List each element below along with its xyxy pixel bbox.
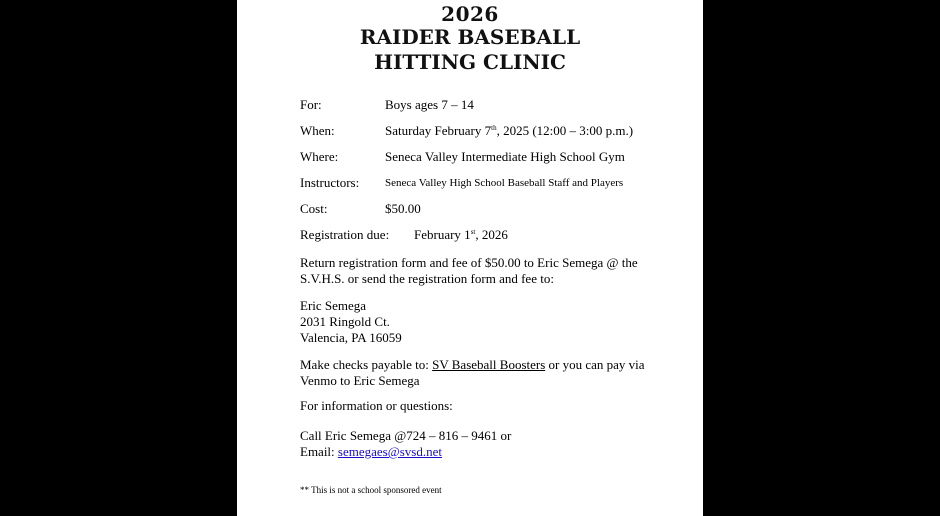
- for-label: For:: [300, 97, 322, 112]
- payment-prefix: Make checks payable to:: [300, 357, 433, 372]
- address-street: 2031 Ringold Ct.: [300, 314, 390, 329]
- registration-due-ordinal: st: [470, 228, 476, 236]
- instructors-label: Instructors:: [300, 175, 360, 190]
- payment-line-1: [300, 357, 645, 373]
- when-label: When:: [300, 123, 335, 138]
- contact-email-line: [300, 444, 511, 460]
- registration-due-label: Registration due:: [300, 227, 390, 242]
- instructors-value: Seneca Valley High School Baseball Staff and Players: [385, 177, 624, 189]
- flyer-page: [237, 0, 703, 516]
- for-value: Boys ages 7 – 14: [385, 97, 474, 112]
- registration-due-value: [414, 227, 508, 242]
- cost-value: $50.00: [385, 201, 421, 216]
- when-value: [385, 123, 633, 138]
- payment-line-2: Venmo to Eric Semega: [300, 373, 420, 388]
- email-label: Email:: [300, 444, 338, 459]
- contact-phone: Call Eric Semega @724 – 816 – 9461 or: [300, 428, 512, 443]
- payee-name: SV Baseball Boosters: [432, 357, 546, 372]
- registration-due-date: February 1: [414, 227, 471, 242]
- return-line-2: S.V.H.S. or send the registration form and fee to:: [300, 271, 554, 286]
- title-raider-baseball: RAIDER BASEBALL: [359, 25, 581, 49]
- title-hitting-clinic: HITTING CLINIC: [374, 50, 566, 74]
- address-city: Valencia, PA 16059: [300, 330, 402, 345]
- when-time: , 2025 (12:00 – 3:00 p.m.): [496, 123, 634, 138]
- footnote: ** This is not a school sponsored event: [300, 485, 442, 495]
- cost-label: Cost:: [300, 201, 328, 216]
- return-line-1: Return registration form and fee of $50.00 to Eric Semega @ the: [300, 255, 638, 270]
- info-heading: For information or questions:: [300, 398, 453, 413]
- registration-due-year: , 2026: [475, 227, 508, 242]
- when-ordinal: th: [491, 124, 497, 132]
- where-value: Seneca Valley Intermediate High School Gym: [385, 149, 625, 164]
- email-link[interactable]: semegaes@svsd.net: [337, 444, 442, 459]
- when-date: Saturday February 7: [385, 123, 492, 138]
- contact-info: [300, 428, 511, 460]
- title-year: 2026: [441, 2, 499, 26]
- where-label: Where:: [300, 149, 339, 164]
- mailing-address: [300, 298, 402, 346]
- return-instructions: [300, 255, 638, 287]
- payment-suffix: or you can pay via: [545, 357, 645, 372]
- payment-instructions: [300, 357, 645, 389]
- address-name: Eric Semega: [300, 298, 367, 313]
